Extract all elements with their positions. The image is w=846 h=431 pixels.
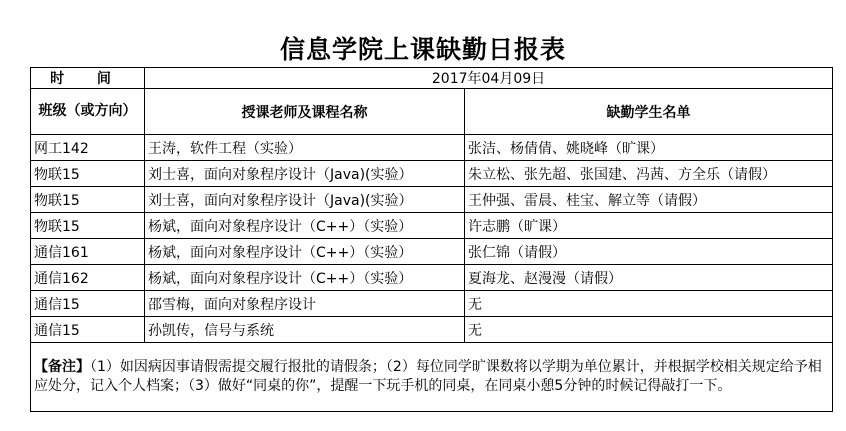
header-class: 班级（或方向） (31, 89, 145, 135)
table-row (31, 291, 833, 317)
cell-class: 通信162 (31, 265, 145, 291)
table-row (31, 161, 833, 187)
header-teacher-course: 授课老师及课程名称 (145, 89, 465, 135)
cell-absent: 朱立松、张先超、张国建、冯茜、方全乐（请假） (465, 161, 833, 187)
absence-report-table (30, 67, 833, 412)
cell-teacher-course: 杨斌，面向对象程序设计（C++）（实验） (145, 265, 465, 291)
table-row (31, 187, 833, 213)
note-cell (31, 343, 833, 412)
cell-absent: 许志鹏（旷课） (465, 213, 833, 239)
cell-teacher-course: 孙凯传，信号与系统 (145, 317, 465, 343)
table-row (31, 317, 833, 343)
time-row (31, 68, 833, 89)
cell-absent: 王仲强、雷晨、桂宝、解立等（请假） (465, 187, 833, 213)
header-absent-students: 缺勤学生名单 (465, 89, 833, 135)
cell-teacher-course: 杨斌，面向对象程序设计（C++）（实验） (145, 213, 465, 239)
cell-class: 网工142 (31, 135, 145, 161)
cell-teacher-course: 刘士喜，面向对象程序设计（Java)(实验） (145, 187, 465, 213)
cell-class: 通信161 (31, 239, 145, 265)
cell-class: 物联15 (31, 187, 145, 213)
cell-absent: 无 (465, 291, 833, 317)
cell-absent: 夏海龙、赵漫漫（请假） (465, 265, 833, 291)
report-title: 信息学院上课缺勤日报表 (279, 35, 566, 64)
note-row (31, 343, 833, 412)
cell-teacher-course: 王涛，软件工程（实验） (145, 135, 465, 161)
table-row (31, 239, 833, 265)
table-row (31, 265, 833, 291)
cell-absent: 无 (465, 317, 833, 343)
cell-teacher-course: 刘士喜，面向对象程序设计（Java)(实验） (145, 161, 465, 187)
header-row (31, 89, 833, 135)
note-text: （1）如因病因事请假需提交履行报批的请假条；（2）每位同学旷课数将以学期为单位累计，并根据学校相关规定给予相应处分，记入个人档案；（3）做好“同桌的你”，提醒一下玩手机的同桌，在同桌小憩5分钟的时候记得敲打一下。 (34, 359, 822, 394)
cell-absent: 张洁、杨倩倩、姚晓峰（旷课） (465, 135, 833, 161)
cell-class: 物联15 (31, 161, 145, 187)
cell-teacher-course: 杨斌，面向对象程序设计（C++）（实验） (145, 239, 465, 265)
report-date: 2017年04月09日 (145, 68, 833, 89)
cell-class: 物联15 (31, 213, 145, 239)
cell-teacher-course: 邵雪梅，面向对象程序设计 (145, 291, 465, 317)
time-label: 时 间 (31, 68, 145, 89)
cell-absent: 张仁锦（请假） (465, 239, 833, 265)
note-label: 【备注】 (34, 359, 90, 375)
table-row (31, 213, 833, 239)
cell-class: 通信15 (31, 291, 145, 317)
table-row (31, 135, 833, 161)
cell-class: 通信15 (31, 317, 145, 343)
